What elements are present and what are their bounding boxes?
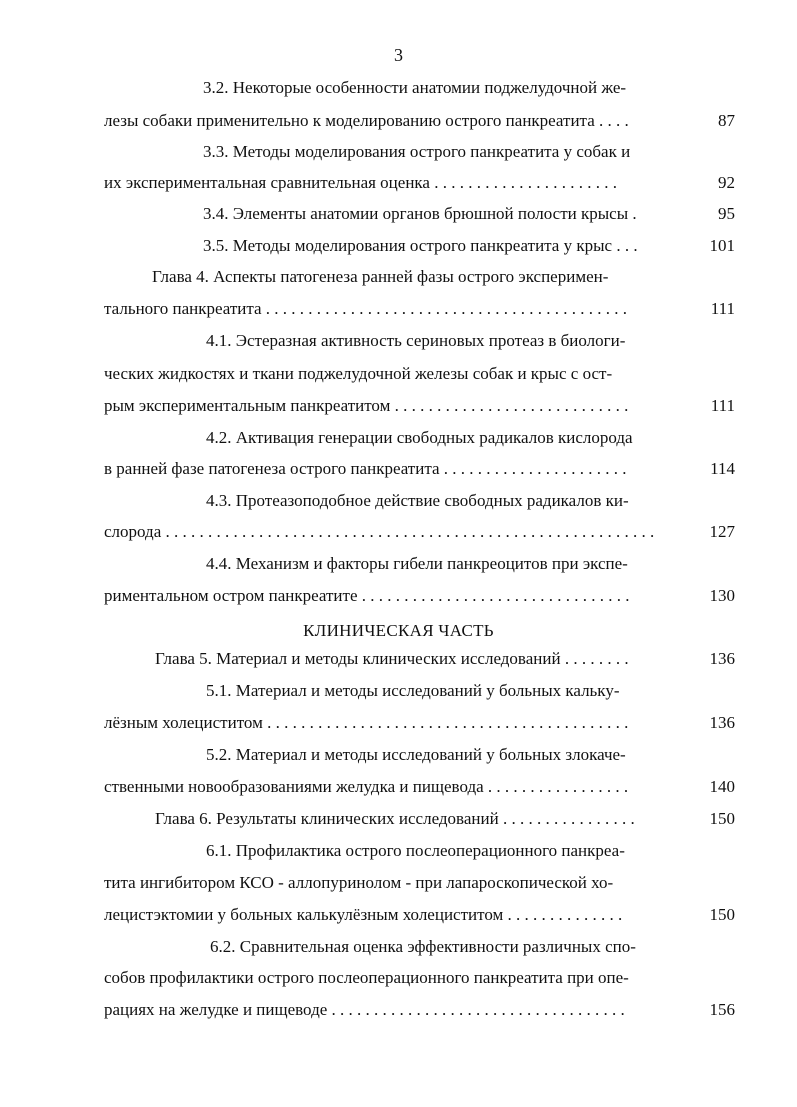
toc-page-number: 111 (710, 299, 735, 318)
toc-entry-line: 6.2. Сравнительная оценка эффективности различных спо- (210, 937, 636, 956)
toc-entry-line: тита ингибитором КСО - аллопуринолом - при лапароскопической хо- (104, 873, 614, 892)
toc-entry-line: 4.4. Механизм и факторы гибели панкреоцитов при экспе- (206, 554, 628, 573)
toc-page-number: 156 (709, 1000, 735, 1019)
toc-entry-line: лёзным холециститом . . . . . . . . . . . . . . . . . . . . . . . . . . . . . . . . . . . . . . . . . . . (104, 713, 629, 732)
toc-page-number: 130 (709, 586, 735, 605)
toc-entry-line: Глава 4. Аспекты патогенеза ранней фазы острого эксперимен- (152, 267, 609, 286)
toc-page-number: 87 (718, 111, 735, 130)
toc-entry-line: тального панкреатита . . . . . . . . . . . . . . . . . . . . . . . . . . . . . . . . . . . . . . . . . . . (104, 299, 628, 318)
toc-entry-line: 3.4. Элементы анатомии органов брюшной полости крысы . (203, 204, 637, 223)
toc-entry-line: 4.3. Протеазоподобное действие свободных радикалов ки- (206, 491, 629, 510)
toc-entry-line: ственными новообразованиями желудка и пищевода . . . . . . . . . . . . . . . . . (104, 777, 629, 796)
toc-page-number: 95 (718, 204, 735, 223)
toc-entry-line: 3.2. Некоторые особенности анатомии поджелудочной же- (203, 78, 627, 97)
toc-entry-line: 4.2. Активация генерации свободных радикалов кислорода (206, 428, 633, 447)
toc-entry-line: в ранней фазе патогенеза острого панкреатита . . . . . . . . . . . . . . . . . . . . . . (104, 459, 627, 478)
toc-page-number: 136 (709, 649, 735, 668)
toc-page-number: 140 (709, 777, 735, 796)
toc-entry-line: Глава 6. Результаты клинических исследований . . . . . . . . . . . . . . . . (155, 809, 635, 828)
toc-entry-line: 3.5. Методы моделирования острого панкреатита у крыс . . . (203, 236, 638, 255)
toc-entry-line: лезы собаки применительно к моделированию острого панкреатита . . . . (104, 111, 629, 130)
toc-page-number: 136 (709, 713, 735, 732)
toc-page-number: 114 (710, 459, 735, 478)
toc-entry-line: их экспериментальная сравнительная оценка . . . . . . . . . . . . . . . . . . . . . . (104, 173, 617, 192)
toc-entry-line: 5.2. Материал и методы исследований у больных злокаче- (206, 745, 626, 764)
toc-entry-line: 4.1. Эстеразная активность сериновых протеаз в биологи- (206, 331, 626, 350)
toc-entry-line: ческих жидкостях и ткани поджелудочной железы собак и крыс с ост- (104, 364, 613, 383)
toc-page-number: 92 (718, 173, 735, 192)
toc-entry-line: рациях на желудке и пищеводе . . . . . . . . . . . . . . . . . . . . . . . . . . . . . . . . . . . (104, 1000, 625, 1019)
toc-entry-line: 5.1. Материал и методы исследований у больных кальку- (206, 681, 620, 700)
toc-page-number: 150 (709, 809, 735, 828)
toc-page-number: 127 (709, 522, 735, 541)
toc-entry-line: рым экспериментальным панкреатитом . . . . . . . . . . . . . . . . . . . . . . . . . . . . (104, 396, 629, 415)
toc-page-number: 101 (709, 236, 735, 255)
toc-entry-line: слорода . . . . . . . . . . . . . . . . . . . . . . . . . . . . . . . . . . . . . . . . . . . . . . . . . . . . . . . . . . (104, 522, 655, 541)
toc-entry-line: лецистэктомии у больных калькулёзным холециститом . . . . . . . . . . . . . . (104, 905, 623, 924)
toc-entry-line: Глава 5. Материал и методы клинических исследований . . . . . . . . (155, 649, 629, 668)
toc-page-number: 111 (710, 396, 735, 415)
toc-entry-line: 3.3. Методы моделирования острого панкреатита у собак и (203, 142, 631, 161)
toc-entry-line: риментальном остром панкреатите . . . . . . . . . . . . . . . . . . . . . . . . . . . . . . . . (104, 586, 630, 605)
page-number: 3 (394, 45, 403, 65)
toc-entry-line: собов профилактики острого послеоперационного панкреатита при опе- (104, 968, 629, 987)
section-heading: КЛИНИЧЕСКАЯ ЧАСТЬ (303, 621, 494, 640)
toc-page-number: 150 (709, 905, 735, 924)
toc-entry-line: 6.1. Профилактика острого послеоперационного панкреа- (206, 841, 625, 860)
